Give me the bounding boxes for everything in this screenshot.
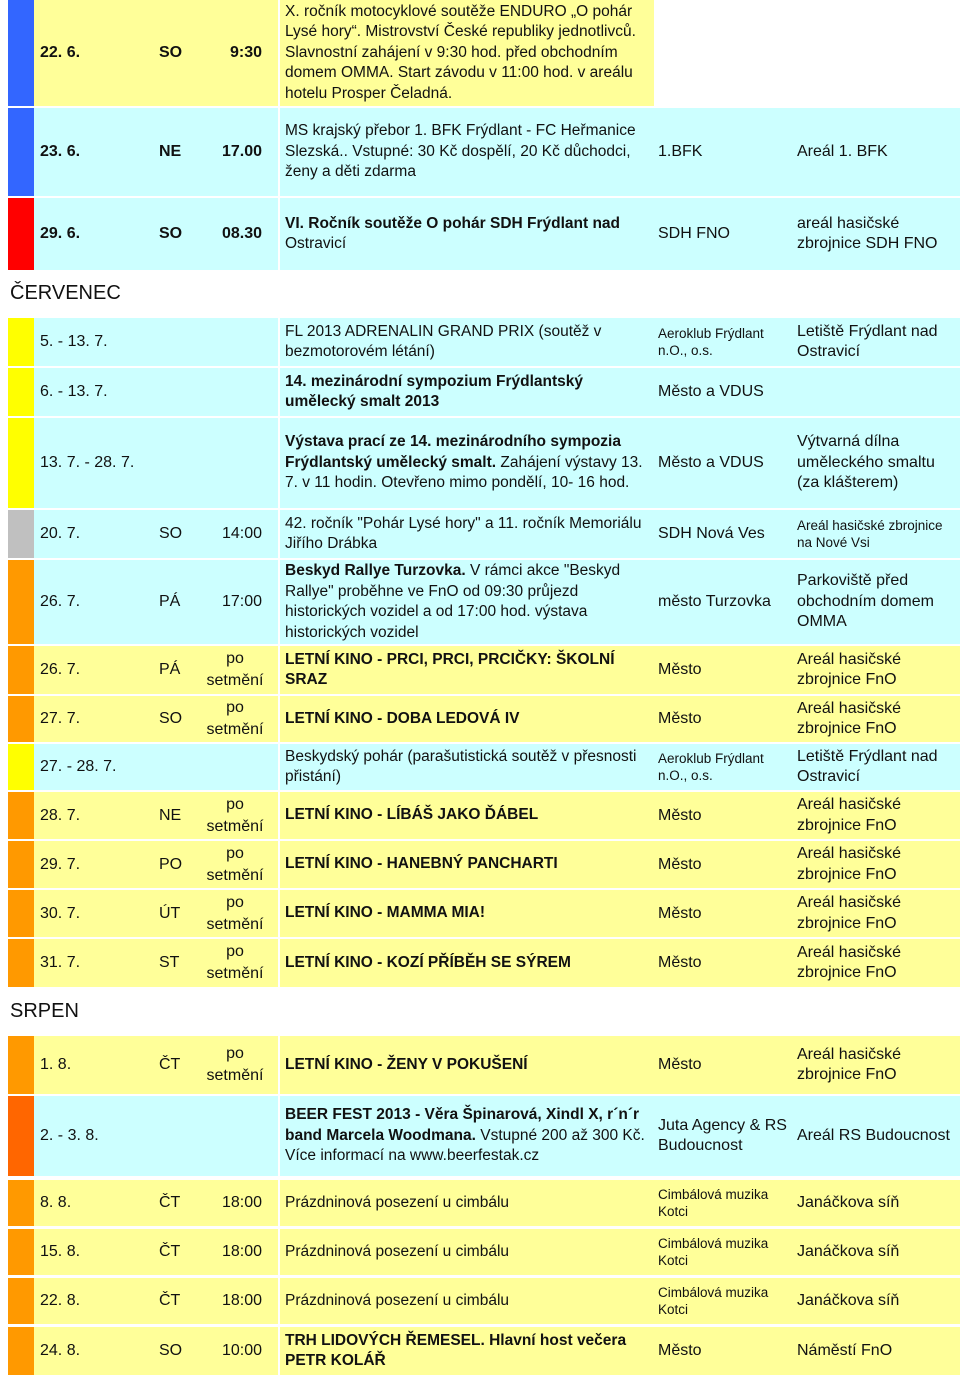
row-color-bar bbox=[8, 1327, 34, 1375]
event-title: Výstava prací ze 14. mezinárodního sympozia Frýdlantský umělecký smalt. bbox=[285, 433, 621, 471]
event-date: 1. 8. bbox=[40, 1056, 72, 1073]
event-cell bbox=[280, 560, 654, 644]
event-date: 8. 8. bbox=[40, 1194, 72, 1211]
table-row bbox=[0, 198, 960, 270]
organizer: Město bbox=[658, 1056, 702, 1073]
event-time: 18:00 bbox=[221, 1292, 262, 1309]
row-color-bar bbox=[8, 318, 34, 366]
event-date: 31. 7. bbox=[40, 954, 81, 971]
row-color-bar bbox=[8, 368, 34, 416]
organizer: 1.BFK bbox=[658, 143, 703, 160]
event-title: LETNÍ KINO - ŽENY V POKUŠENÍ bbox=[285, 1055, 528, 1073]
organizer-cell bbox=[654, 368, 792, 416]
location: Areál hasičské zbrojnice FnO bbox=[797, 894, 902, 932]
event-day: PO bbox=[159, 855, 183, 873]
event-day: SO bbox=[159, 1342, 183, 1359]
location-cell bbox=[792, 939, 960, 987]
event-day: ST bbox=[159, 954, 180, 971]
organizer: Cimbálová muzika Kotci bbox=[658, 1285, 769, 1317]
event-cell bbox=[280, 108, 654, 196]
organizer-cell bbox=[654, 108, 792, 196]
location: Areál hasičské zbrojnice FnO bbox=[797, 699, 902, 737]
table-row bbox=[0, 841, 960, 888]
event-cell bbox=[280, 939, 654, 987]
row-color-bar bbox=[8, 1229, 34, 1275]
table-row bbox=[0, 744, 960, 790]
event-title: LETNÍ KINO - LÍBÁŠ JAKO ĎÁBEL bbox=[285, 806, 539, 824]
event-day: NE bbox=[159, 806, 182, 824]
organizer: Město bbox=[658, 661, 702, 678]
date-cell bbox=[34, 744, 278, 790]
location-cell bbox=[792, 646, 960, 694]
event-title: LETNÍ KINO - HANEBNÝ PANCHARTI bbox=[285, 855, 558, 873]
location: Janáčkova síň bbox=[797, 1242, 900, 1260]
event-day: ČT bbox=[159, 1194, 181, 1211]
event-date: 29. 6. bbox=[40, 225, 81, 242]
organizer: Město bbox=[658, 710, 702, 727]
location: Areál RS Budoucnost bbox=[797, 1126, 950, 1144]
location: Výtvarná dílna uměleckého smaltu (za klášterem) bbox=[797, 433, 935, 492]
organizer: Aeroklub Frýdlant n.O., o.s. bbox=[658, 326, 764, 358]
table-row bbox=[0, 939, 960, 987]
date-cell bbox=[34, 841, 278, 888]
event-time: po setmění bbox=[206, 844, 264, 884]
organizer: Aeroklub Frýdlant n.O., o.s. bbox=[658, 751, 764, 783]
date-cell bbox=[34, 318, 278, 366]
event-time: 17.00 bbox=[221, 143, 262, 160]
location-cell bbox=[792, 560, 960, 644]
event-cell bbox=[280, 1278, 654, 1324]
location-cell bbox=[792, 841, 960, 888]
row-color-bar bbox=[8, 198, 34, 270]
organizer: SDH FNO bbox=[658, 225, 730, 242]
organizer-cell bbox=[654, 560, 792, 644]
event-date: 22. 8. bbox=[40, 1292, 81, 1309]
event-date: 26. 7. bbox=[40, 593, 81, 610]
event-title: LETNÍ KINO - PRCI, PRCI, PRCIČKY: ŠKOLNÍ SRAZ bbox=[285, 650, 615, 688]
event-day: SO bbox=[159, 525, 183, 542]
event-date: 30. 7. bbox=[40, 904, 81, 922]
table-row bbox=[0, 0, 960, 106]
event-title: VI. Ročník soutěže O pohár SDH Frýdlant nad bbox=[285, 214, 621, 232]
event-day: ČT bbox=[159, 1243, 181, 1260]
event-cell bbox=[280, 744, 654, 790]
location: Areál hasičské zbrojnice FnO bbox=[797, 650, 902, 688]
event-title: LETNÍ KINO - DOBA LEDOVÁ IV bbox=[285, 709, 520, 727]
row-color-bar bbox=[8, 560, 34, 644]
organizer-cell bbox=[654, 1229, 792, 1275]
event-date: 5. - 13. 7. bbox=[40, 333, 108, 350]
event-title: Prázdninová posezení u cimbálu bbox=[285, 1193, 510, 1211]
table-row bbox=[0, 646, 960, 694]
location: Areál hasičské zbrojnice na Nové Vsi bbox=[797, 518, 943, 550]
event-cell bbox=[280, 1327, 654, 1375]
organizer-cell bbox=[654, 1278, 792, 1324]
date-cell bbox=[34, 368, 278, 416]
event-time: 08.30 bbox=[221, 225, 262, 242]
location-cell bbox=[792, 198, 960, 270]
event-time: po setmění bbox=[206, 699, 264, 738]
row-color-bar bbox=[8, 792, 34, 839]
table-row bbox=[0, 1180, 960, 1226]
date-cell bbox=[34, 792, 278, 839]
event-title: 14. mezinárodní sympozium Frýdlantský umělecký smalt 2013 bbox=[285, 372, 584, 410]
location: Areál hasičské zbrojnice FnO bbox=[797, 943, 902, 981]
event-day: ČT bbox=[159, 1056, 181, 1073]
date-cell bbox=[34, 108, 278, 196]
location-cell bbox=[792, 368, 960, 416]
organizer-cell bbox=[654, 696, 792, 742]
event-day: SO bbox=[159, 710, 183, 727]
date-cell bbox=[34, 890, 278, 937]
organizer: Cimbálová muzika Kotci bbox=[658, 1187, 769, 1219]
location-cell bbox=[792, 418, 960, 508]
location-cell bbox=[792, 744, 960, 790]
event-day: NE bbox=[159, 143, 182, 160]
event-date: 20. 7. bbox=[40, 525, 81, 542]
event-time: po setmění bbox=[206, 650, 264, 689]
date-cell bbox=[34, 1096, 278, 1176]
row-color-bar bbox=[8, 841, 34, 888]
event-cell bbox=[280, 198, 654, 270]
table-row bbox=[0, 108, 960, 196]
table-row bbox=[0, 1278, 960, 1324]
location: Letiště Frýdlant nad Ostravicí bbox=[797, 747, 938, 785]
organizer: Juta Agency & RS Budoucnost bbox=[658, 1117, 787, 1154]
location: Parkoviště před obchodním domem OMMA bbox=[797, 572, 934, 631]
table-row bbox=[0, 1229, 960, 1275]
date-cell bbox=[34, 646, 278, 694]
location-cell bbox=[792, 890, 960, 937]
event-cell bbox=[280, 696, 654, 742]
event-time: po setmění bbox=[206, 795, 264, 835]
organizer-cell bbox=[654, 890, 792, 937]
organizer: Cimbálová muzika Kotci bbox=[658, 1236, 769, 1268]
date-cell bbox=[34, 1278, 278, 1324]
event-title: 42. ročník "Pohár Lysé hory" a 11. ročník Memoriálu Jiřího Drábka bbox=[285, 514, 642, 552]
event-title: FL 2013 ADRENALIN GRAND PRIX (soutěž v bezmotorovém létání) bbox=[285, 322, 602, 360]
event-date: 28. 7. bbox=[40, 806, 81, 824]
table-row bbox=[0, 418, 960, 508]
event-title: LETNÍ KINO - KOZÍ PŘÍBĚH SE SÝREM bbox=[285, 953, 571, 971]
event-title: LETNÍ KINO - MAMMA MIA! bbox=[285, 904, 486, 922]
event-date: 29. 7. bbox=[40, 855, 81, 873]
event-day: PÁ bbox=[159, 661, 181, 678]
organizer-cell bbox=[654, 198, 792, 270]
location-cell bbox=[792, 510, 960, 558]
location: Areál hasičské zbrojnice FnO bbox=[797, 796, 902, 834]
table-row bbox=[0, 368, 960, 416]
organizer: Město bbox=[658, 904, 702, 922]
location: Janáčkova síň bbox=[797, 1193, 900, 1211]
organizer-cell bbox=[654, 646, 792, 694]
location: areál hasičské zbrojnice SDH FNO bbox=[797, 214, 938, 252]
event-time: 10:00 bbox=[221, 1342, 262, 1359]
location-cell bbox=[792, 1180, 960, 1226]
event-cell bbox=[280, 1180, 654, 1226]
table-row bbox=[0, 1327, 960, 1375]
table-row bbox=[0, 1096, 960, 1176]
row-color-bar bbox=[8, 108, 34, 196]
event-date: 24. 8. bbox=[40, 1342, 81, 1359]
row-color-bar bbox=[8, 1096, 34, 1176]
event-time: 18:00 bbox=[221, 1243, 262, 1260]
date-cell bbox=[34, 418, 278, 508]
row-color-bar bbox=[8, 510, 34, 558]
event-title: Beskydský pohár (parašutistická soutěž v přesnosti přistání) bbox=[285, 747, 637, 785]
event-title: MS krajský přebor 1. BFK Frýdlant - FC Heřmanice Slezská.. Vstupné: 30 Kč dospělí, 20 Kč důchodci, ženy a děti zdarma bbox=[285, 122, 636, 181]
event-time: po setmění bbox=[206, 893, 264, 933]
row-color-bar bbox=[8, 696, 34, 742]
event-time: 18:00 bbox=[221, 1194, 262, 1211]
event-date: 2. - 3. 8. bbox=[40, 1127, 99, 1144]
table-row bbox=[0, 696, 960, 742]
event-day: PÁ bbox=[159, 593, 181, 610]
location-cell bbox=[792, 1327, 960, 1375]
table-row bbox=[0, 560, 960, 644]
event-date: 27. 7. bbox=[40, 710, 81, 727]
event-day: SO bbox=[159, 44, 183, 61]
table-row bbox=[0, 890, 960, 937]
organizer-cell bbox=[654, 744, 792, 790]
event-title: TRH LIDOVÝCH ŘEMESEL. Hlavní host večera PETR KOLÁŘ bbox=[285, 1331, 627, 1369]
event-date: 13. 7. - 28. 7. bbox=[40, 454, 135, 471]
location: Areál hasičské zbrojnice FnO bbox=[797, 845, 902, 883]
event-day: SO bbox=[159, 225, 183, 242]
event-date: 15. 8. bbox=[40, 1243, 81, 1260]
location-cell bbox=[792, 696, 960, 742]
organizer-cell bbox=[654, 1180, 792, 1226]
event-time: po setmění bbox=[206, 1045, 264, 1084]
event-time: po setmění bbox=[206, 943, 264, 982]
table-row bbox=[0, 510, 960, 558]
date-cell bbox=[34, 939, 278, 987]
event-date: 6. - 13. 7. bbox=[40, 383, 108, 400]
date-cell bbox=[34, 560, 278, 644]
date-cell bbox=[34, 1327, 278, 1375]
event-title: X. ročník motocyklové soutěže ENDURO „O pohár Lysé hory“. Mistrovství České republiky jednotlivců. Slavnostní zahájení v 9:30 hod. před obchodním domem OMMA. Start závodu v 11:00 hod. v areálu hotelu Prosper Čeladná. bbox=[285, 2, 636, 102]
date-cell bbox=[34, 1036, 278, 1094]
organizer-cell bbox=[654, 510, 792, 558]
row-color-bar bbox=[8, 890, 34, 937]
event-cell bbox=[280, 792, 654, 839]
event-title: Prázdninová posezení u cimbálu bbox=[285, 1291, 510, 1309]
event-cell bbox=[280, 1036, 654, 1094]
location-cell bbox=[792, 1278, 960, 1324]
event-time: 9:30 bbox=[229, 44, 262, 61]
month-heading-august: SRPEN bbox=[10, 1000, 79, 1022]
event-cell bbox=[280, 841, 654, 888]
event-day: ČT bbox=[159, 1292, 181, 1309]
location-cell bbox=[792, 1096, 960, 1176]
row-color-bar bbox=[8, 646, 34, 694]
row-color-bar bbox=[8, 418, 34, 508]
date-cell bbox=[34, 510, 278, 558]
event-date: 23. 6. bbox=[40, 143, 81, 160]
organizer-cell bbox=[654, 1096, 792, 1176]
row-color-bar bbox=[8, 1036, 34, 1094]
event-detail: V rámci akce "Beskyd Rallye" proběhne ve FnO od 09:30 průjezd historických vozidel a od 17:00 hod. výstava historických vozidel bbox=[285, 562, 621, 641]
organizer-cell bbox=[654, 318, 792, 366]
organizer-cell bbox=[654, 841, 792, 888]
organizer: město Turzovka bbox=[658, 593, 771, 610]
row-color-bar bbox=[8, 1278, 34, 1324]
event-cell bbox=[280, 1229, 654, 1275]
event-detail: Ostravicí bbox=[285, 235, 347, 252]
row-color-bar bbox=[8, 1180, 34, 1226]
organizer: Město bbox=[658, 806, 702, 824]
location: Areál 1. BFK bbox=[797, 142, 888, 160]
event-cell bbox=[280, 890, 654, 937]
location-cell bbox=[792, 1229, 960, 1275]
location-cell bbox=[792, 108, 960, 196]
event-cell bbox=[280, 418, 654, 508]
organizer: Město a VDUS bbox=[658, 383, 764, 400]
event-title: Prázdninová posezení u cimbálu bbox=[285, 1242, 510, 1260]
location: Janáčkova síň bbox=[797, 1291, 900, 1309]
organizer-cell bbox=[654, 939, 792, 987]
event-cell bbox=[280, 368, 654, 416]
table-row bbox=[0, 1036, 960, 1094]
date-cell bbox=[34, 0, 278, 106]
organizer: Město bbox=[658, 1342, 702, 1359]
event-cell bbox=[280, 646, 654, 694]
row-color-bar bbox=[8, 939, 34, 987]
table-row bbox=[0, 792, 960, 839]
organizer-cell bbox=[654, 1327, 792, 1375]
organizer-cell bbox=[654, 1036, 792, 1094]
date-cell bbox=[34, 198, 278, 270]
table-row bbox=[0, 318, 960, 366]
organizer: Město bbox=[658, 954, 702, 971]
organizer: Město a VDUS bbox=[658, 454, 764, 471]
event-time: 17:00 bbox=[221, 593, 262, 610]
event-detail: Zahájení výstavy 13. 7. v 11 hodin. Otevřeno mimo pondělí, 10- 16 hod. bbox=[285, 453, 643, 492]
event-date: 26. 7. bbox=[40, 661, 81, 678]
date-cell bbox=[34, 696, 278, 742]
row-color-bar bbox=[8, 744, 34, 790]
location: Areál hasičské zbrojnice FnO bbox=[797, 1045, 902, 1083]
date-cell bbox=[34, 1180, 278, 1226]
event-day: ÚT bbox=[159, 904, 181, 922]
event-time: 14:00 bbox=[221, 525, 262, 542]
event-cell bbox=[280, 318, 654, 366]
location-cell bbox=[792, 1036, 960, 1094]
organizer-cell bbox=[654, 418, 792, 508]
location: Letiště Frýdlant nad Ostravicí bbox=[797, 322, 938, 360]
event-title: BEER FEST 2013 - Věra Špinarová, Xindl X, r´n´r band Marcela Woodmana. bbox=[285, 1106, 640, 1144]
location-cell bbox=[792, 318, 960, 366]
organizer: SDH Nová Ves bbox=[658, 525, 765, 542]
event-cell bbox=[280, 0, 654, 106]
month-heading-july: ČERVENEC bbox=[10, 282, 121, 304]
event-detail: Vstupné 200 až 300 Kč. Více informací na www.beerfestak.cz bbox=[285, 1126, 645, 1165]
organizer-cell bbox=[654, 792, 792, 839]
location-cell bbox=[792, 792, 960, 839]
event-date: 27. - 28. 7. bbox=[40, 758, 117, 775]
event-cell bbox=[280, 1096, 654, 1176]
date-cell bbox=[34, 1229, 278, 1275]
event-cell bbox=[280, 510, 654, 558]
location: Náměstí FnO bbox=[797, 1341, 893, 1359]
row-color-bar bbox=[8, 0, 34, 106]
event-title: Beskyd Rallye Turzovka. bbox=[285, 562, 466, 579]
organizer: Město bbox=[658, 855, 702, 873]
event-date: 22. 6. bbox=[40, 44, 81, 61]
